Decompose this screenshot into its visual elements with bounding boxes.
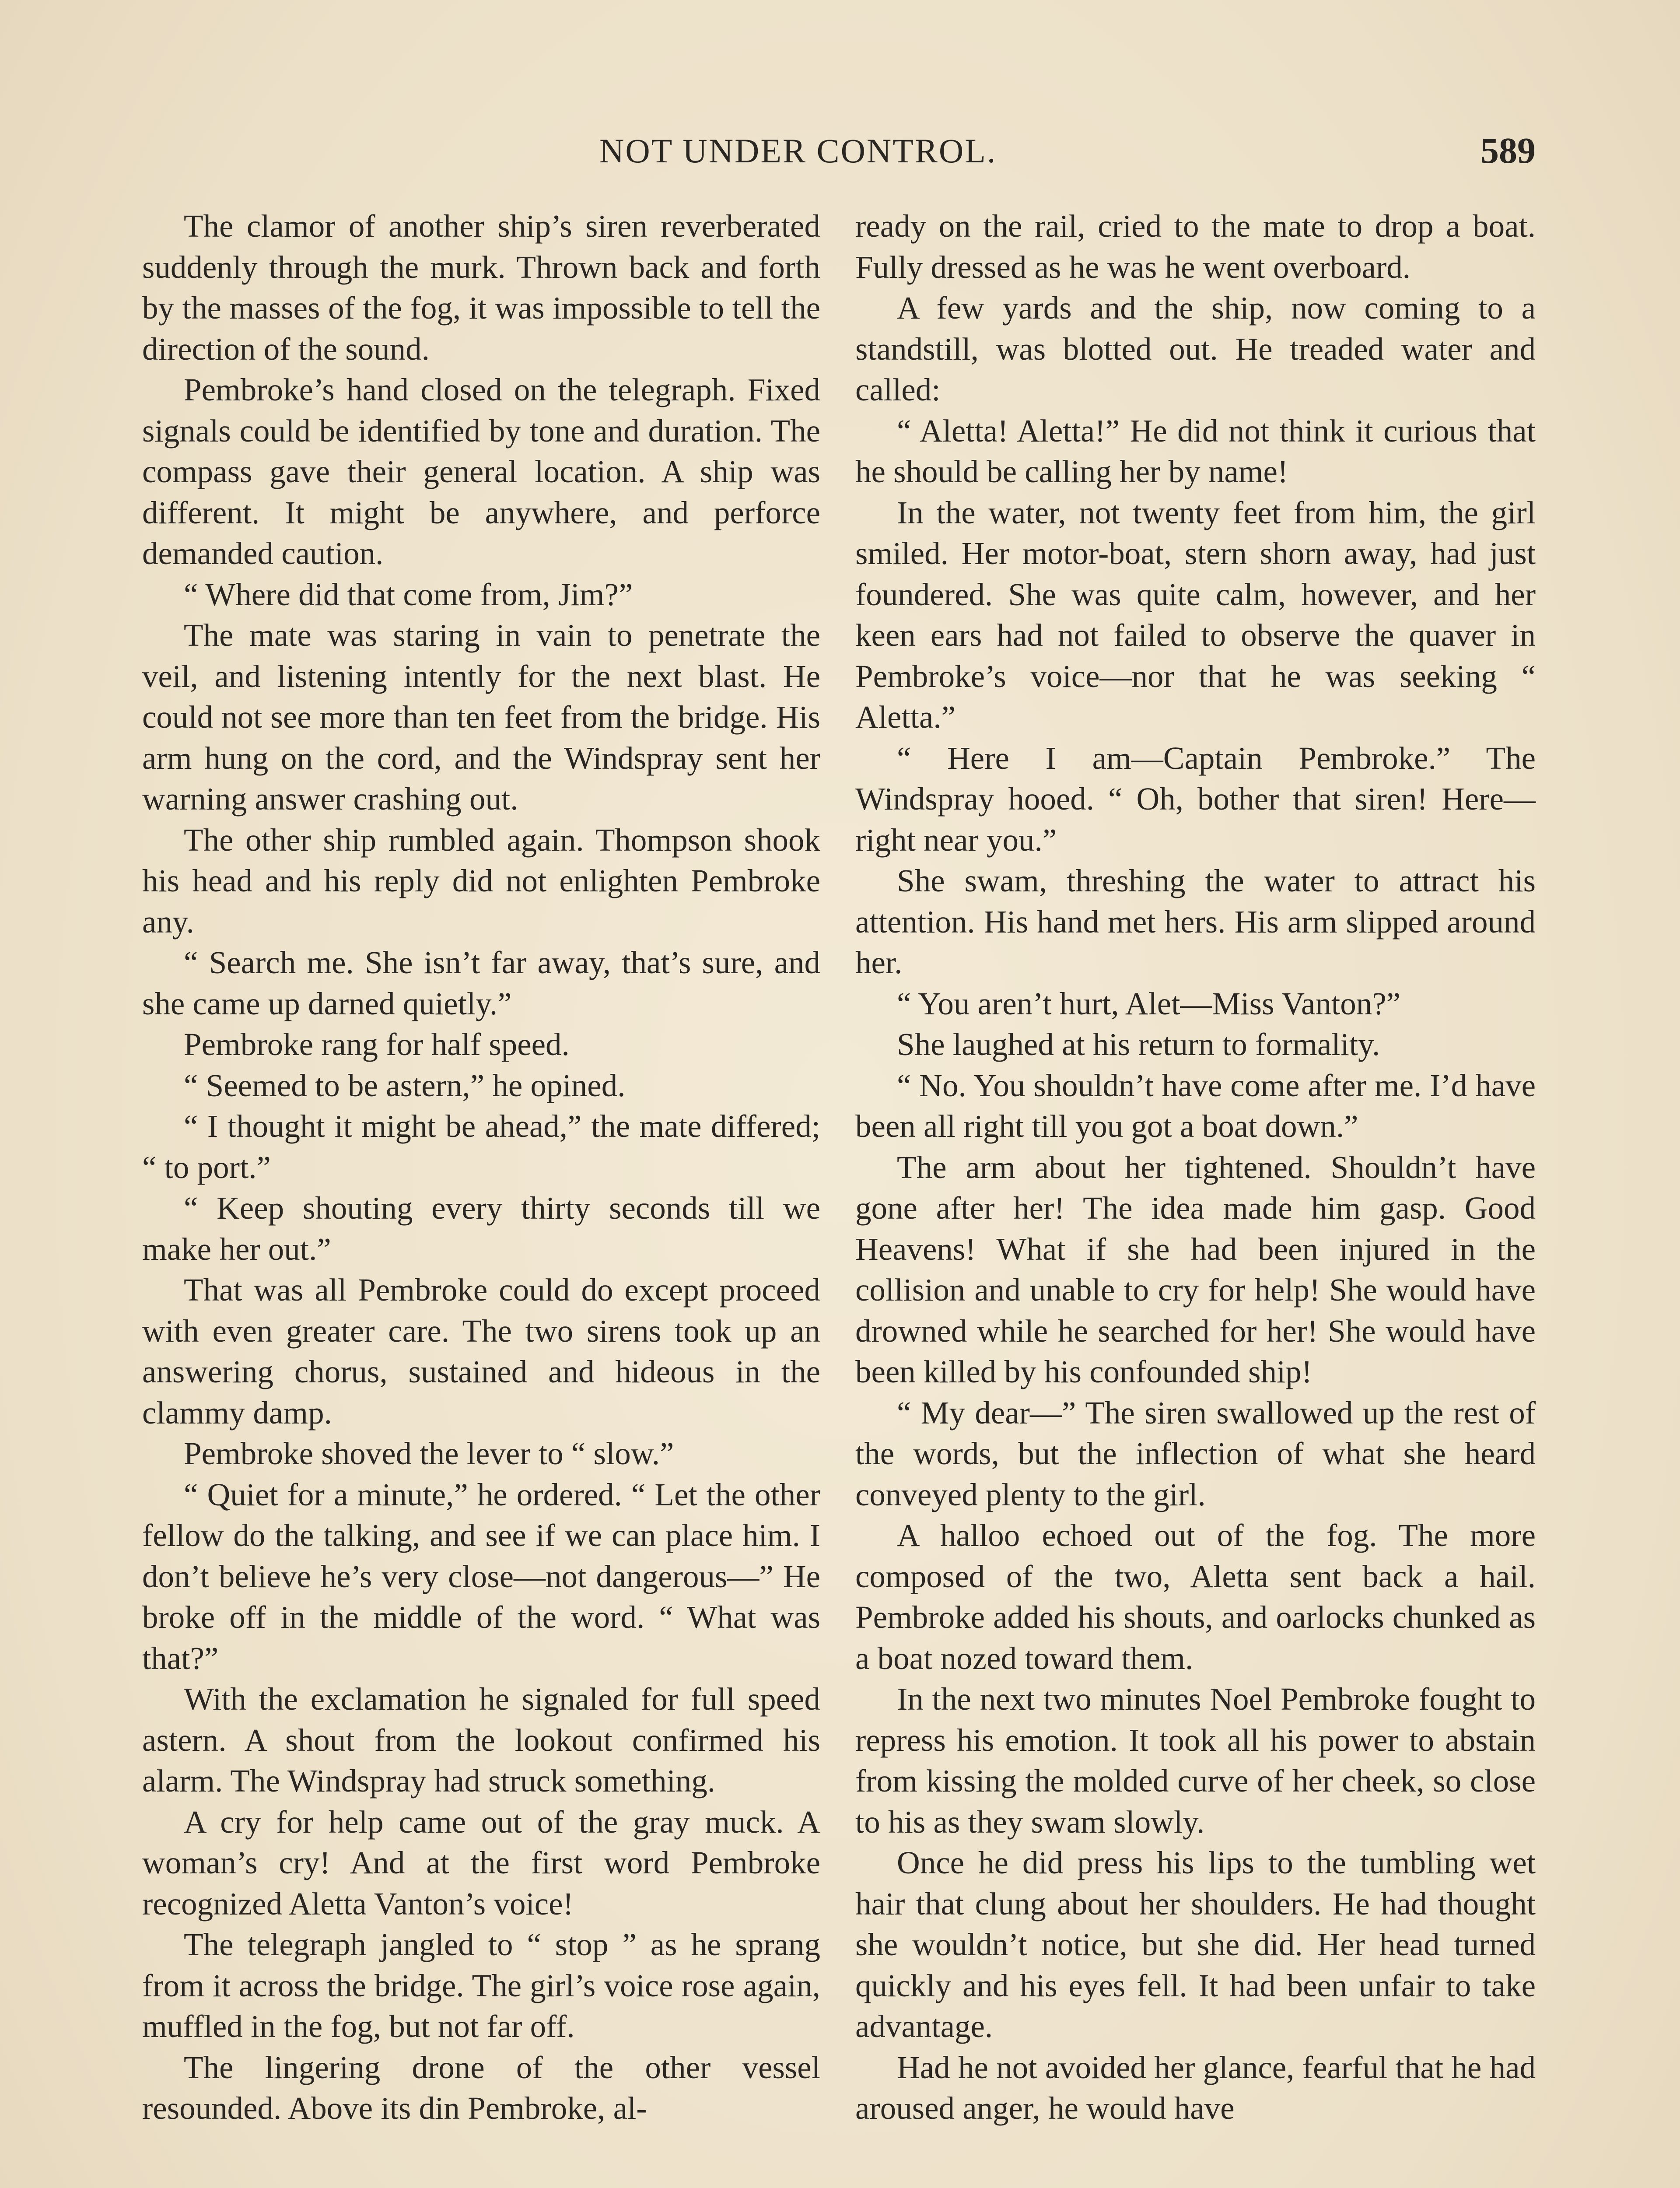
page-number: 589	[1480, 130, 1536, 171]
paragraph: Once he did press his lips to the tumbling wet hair that clung about her shoulders. He had thought she wouldn’t notice, but she did. Her head turned quickly and his eyes fell. It had been unfair to take advantage.	[855, 1845, 1536, 2044]
paragraph: “ Aletta! Aletta!” He did not think it curious that he should be calling her by name!	[855, 413, 1536, 489]
paragraph: The other ship rumbled again. Thompson shook his head and his reply did not enlighten Pembroke any.	[142, 822, 820, 940]
paragraph-continuation: ready on the rail, cried to the mate to drop a boat. Fully dressed as he was he went overboard.	[855, 208, 1536, 285]
paragraph: That was all Pembroke could do except proceed with even greater care. The two sirens took up an answering chorus, sustained and hideous in the clammy damp.	[142, 1272, 820, 1431]
right-column	[855, 206, 1536, 2129]
paragraph: Pembroke rang for half speed.	[184, 1027, 570, 1062]
paragraph: The clamor of another ship’s siren reverberated suddenly through the murk. Thrown back and forth by the masses of the fog, it was impossible to tell the direction of the sound.	[142, 208, 820, 367]
paragraph: The telegraph jangled to “ stop ” as he sprang from it across the bridge. The girl’s voice rose again, muffled in the fog, but not far off.	[142, 1927, 820, 2044]
paragraph: “ My dear—” The siren swallowed up the rest of the words, but the inflection of what she heard conveyed plenty to the girl.	[855, 1395, 1536, 1512]
paragraph: “ Search me. She isn’t far away, that’s sure, and she came up darned quietly.”	[142, 945, 820, 1021]
paragraph: “ I thought it might be ahead,” the mate differed; “ to port.”	[142, 1108, 820, 1185]
paragraph: “ Quiet for a minute,” he ordered. “ Let the other fellow do the talking, and see if we can place him. I don’t believe he’s very close—not dangerous—” He broke off in the middle of the word. “ What was that?”	[142, 1476, 820, 1676]
paragraph: A few yards and the ship, now coming to a standstill, was blotted out. He treaded water and called:	[855, 290, 1536, 407]
paragraph: “ Seemed to be astern,” he opined.	[184, 1067, 626, 1103]
paragraph: “ You aren’t hurt, Alet—Miss Vanton?”	[897, 985, 1401, 1021]
left-column	[142, 206, 820, 2129]
paragraph: With the exclamation he signaled for full speed astern. A shout from the lookout confirmed his alarm. The Windspray had struck something.	[142, 1681, 820, 1799]
paragraph: She swam, threshing the water to attract his attention. His hand met hers. His arm slipped around her.	[855, 863, 1536, 980]
running-head: NOT UNDER CONTROL.	[599, 132, 997, 170]
paragraph: The lingering drone of the other vessel resounded. Above its din Pembroke, al-	[142, 2049, 820, 2126]
paragraph: “ Here I am—Captain Pembroke.” The Windspray hooed. “ Oh, bother that siren! Here—right near you.”	[855, 740, 1536, 858]
paragraph: She laughed at his return to formality.	[897, 1027, 1380, 1062]
paragraph: Had he not avoided her glance, fearful that he had aroused anger, he would have	[855, 2049, 1536, 2126]
paragraph: In the next two minutes Noel Pembroke fought to repress his emotion. It took all his power to abstain from kissing the molded curve of her cheek, so close to his as they swam slowly.	[855, 1681, 1536, 1840]
paragraph: The arm about her tightened. Shouldn’t have gone after her! The idea made him gasp. Good Heavens! What if she had been injured in the collision and unable to cry for help! She would have drowned while he searched for her! She would have been killed by his confounded ship!	[855, 1149, 1536, 1389]
paragraph: The mate was staring in vain to penetrate the veil, and listening intently for the next blast. He could not see more than ten feet from the bridge. His arm hung on the cord, and the Windspray sent her warning answer crashing out.	[142, 617, 820, 817]
paragraph: Pembroke shoved the lever to “ slow.”	[184, 1436, 674, 1471]
paragraph: “ Keep shouting every thirty seconds till we make her out.”	[142, 1190, 820, 1267]
paragraph: In the water, not twenty feet from him, the girl smiled. Her motor-boat, stern shorn away, had just foundered. She was quite calm, however, and her keen ears had not failed to observe the quaver in Pembroke’s voice—nor that he was seeking “ Aletta.”	[855, 494, 1536, 735]
paragraph: A halloo echoed out of the fog. The more composed of the two, Aletta sent back a hail. Pembroke added his shouts, and oarlocks chunked as a boat nozed toward them.	[855, 1518, 1536, 1676]
paragraph: A cry for help came out of the gray muck. A woman’s cry! And at the first word Pembroke recognized Aletta Vanton’s voice!	[142, 1804, 820, 1922]
paragraph: Pembroke’s hand closed on the telegraph. Fixed signals could be identified by tone and duration. The compass gave their general location. A ship was different. It might be anywhere, and perforce demanded caution.	[142, 372, 820, 571]
paragraph: “ No. You shouldn’t have come after me. I’d have been all right till you got a boat down.”	[855, 1067, 1536, 1144]
paragraph: “ Where did that come from, Jim?”	[184, 576, 633, 612]
